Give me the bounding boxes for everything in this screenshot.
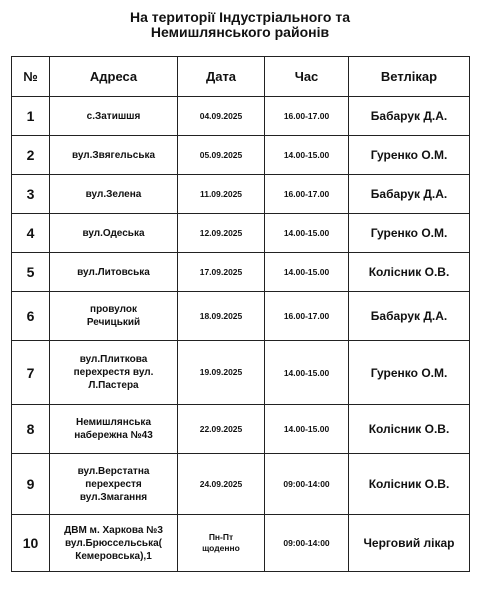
row-vet: Бабарук Д.А. (349, 97, 470, 136)
row-date: 17.09.2025 (178, 253, 265, 292)
row-address: вул.Литовська (50, 253, 178, 292)
row-date: 19.09.2025 (178, 341, 265, 405)
table-row (12, 292, 470, 341)
row-date: 11.09.2025 (178, 175, 265, 214)
row-vet: Колісник О.В. (349, 454, 470, 515)
table-row (12, 97, 470, 136)
row-address: вул.Зелена (50, 175, 178, 214)
row-time: 09:00-14:00 (265, 515, 349, 572)
row-address: вул.Одеська (50, 214, 178, 253)
row-address: провулок Речицький (50, 292, 178, 341)
row-address: с.Затишшя (50, 97, 178, 136)
schedule-table (11, 56, 470, 572)
table-row (12, 253, 470, 292)
row-address: ДВМ м. Харкова №3 вул.Брюссельська( Кемеровська),1 (50, 515, 178, 572)
row-date: Пн-Пт щоденно (178, 515, 265, 572)
table-row (12, 515, 470, 572)
table-row (12, 214, 470, 253)
table-row (12, 341, 470, 405)
row-date: 22.09.2025 (178, 405, 265, 454)
row-num: 10 (12, 515, 50, 572)
row-vet: Гуренко О.М. (349, 214, 470, 253)
row-num: 7 (12, 341, 50, 405)
row-num: 2 (12, 136, 50, 175)
row-time: 16.00-17.00 (265, 175, 349, 214)
document-title (0, 10, 480, 40)
row-date: 05.09.2025 (178, 136, 265, 175)
row-time: 14.00-15.00 (265, 253, 349, 292)
header-date: Дата (178, 57, 265, 97)
row-num: 9 (12, 454, 50, 515)
header-address: Адреса (50, 57, 178, 97)
row-vet: Бабарук Д.А. (349, 292, 470, 341)
row-num: 6 (12, 292, 50, 341)
row-vet: Черговий лікар (349, 515, 470, 572)
row-vet: Колісник О.В. (349, 405, 470, 454)
title-line-2: Немишлянського районів (150, 24, 330, 40)
header-num: № (12, 57, 50, 97)
row-date: 12.09.2025 (178, 214, 265, 253)
row-time: 14.00-15.00 (265, 136, 349, 175)
row-address: вул.Верстатна перехрестя вул.Змагання (50, 454, 178, 515)
row-num: 3 (12, 175, 50, 214)
row-time: 14.00-15.00 (265, 214, 349, 253)
row-vet: Колісник О.В. (349, 253, 470, 292)
row-time: 14.00-15.00 (265, 341, 349, 405)
row-date: 18.09.2025 (178, 292, 265, 341)
table-row (12, 405, 470, 454)
row-date: 04.09.2025 (178, 97, 265, 136)
row-vet: Гуренко О.М. (349, 136, 470, 175)
row-time: 16.00-17.00 (265, 292, 349, 341)
row-num: 5 (12, 253, 50, 292)
row-num: 8 (12, 405, 50, 454)
row-num: 4 (12, 214, 50, 253)
row-time: 16.00-17.00 (265, 97, 349, 136)
row-time: 14.00-15.00 (265, 405, 349, 454)
row-address: Немишлянська набережна №43 (50, 405, 178, 454)
row-num: 1 (12, 97, 50, 136)
row-vet: Бабарук Д.А. (349, 175, 470, 214)
header-vet: Ветлікар (349, 57, 470, 97)
title-line-1: На території Індустріального та (129, 9, 351, 25)
table-header-row (12, 57, 470, 97)
row-vet: Гуренко О.М. (349, 341, 470, 405)
header-time: Час (265, 57, 349, 97)
table-row (12, 175, 470, 214)
row-time: 09:00-14:00 (265, 454, 349, 515)
row-date: 24.09.2025 (178, 454, 265, 515)
row-address: вул.Звягельська (50, 136, 178, 175)
table-row (12, 136, 470, 175)
row-address: вул.Плиткова перехрестя вул. Л.Пастера (50, 341, 178, 405)
table-row (12, 454, 470, 515)
